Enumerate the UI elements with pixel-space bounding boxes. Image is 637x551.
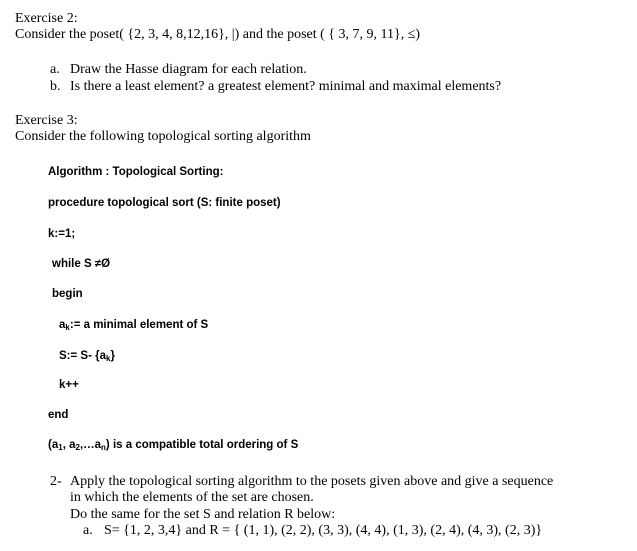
algorithm-result <box>48 438 298 452</box>
step1-subscript: k <box>65 323 70 332</box>
result-part3: ,…a <box>79 439 102 451</box>
exercise3-heading: Exercise 3: <box>15 113 78 128</box>
step2-subscript: k <box>105 354 111 363</box>
algorithm-step2 <box>59 349 115 363</box>
exercise2-intro: Consider the poset( {2, 3, 4, 8,12,16}, |) and the poset ( { 3, 7, 9, 11}, ≤) <box>15 27 421 42</box>
q2-subitem-text: S= {1, 2, 3,4} and R = { (1, 1), (2, 2), (3, 3), (4, 4), (1, 3), (2, 4), (4, 3), (2, 3)} <box>104 523 543 538</box>
algorithm-procedure: procedure topological sort (S: finite poset) <box>48 197 281 209</box>
exercise3-intro: Consider the following topological sorting algorithm <box>15 129 311 144</box>
result-part4: ) is a compatible total ordering of S <box>105 439 299 451</box>
exercise2-item-b-label: b. <box>50 79 61 94</box>
exercise2-item-a-label: a. <box>50 62 60 77</box>
algorithm-step3: k++ <box>59 379 79 391</box>
q2-label: 2- <box>50 474 62 489</box>
step2-suffix: } <box>110 350 115 362</box>
algorithm-step1 <box>59 318 208 332</box>
result-sub3: n <box>101 443 106 452</box>
algorithm-while: while S ≠Ø <box>52 258 111 270</box>
step1-prefix: a <box>59 319 66 331</box>
algorithm-end: end <box>48 409 69 421</box>
exercise2-item-b-text: Is there a least element? a greatest element? minimal and maximal elements? <box>70 79 502 94</box>
result-sub2: 2 <box>75 443 80 452</box>
result-part1: (a <box>48 439 59 451</box>
step2-prefix: S:= S- {a <box>59 350 106 362</box>
q2-line3: Do the same for the set S and relation R below: <box>70 507 336 522</box>
result-sub1: 1 <box>58 443 63 452</box>
exercise2-item-a-text: Draw the Hasse diagram for each relation. <box>70 62 307 77</box>
q2-subitem-label: a. <box>83 523 93 538</box>
q2-line1: Apply the topological sorting algorithm to the posets given above and give a sequence <box>70 474 554 489</box>
exercise2-heading: Exercise 2: <box>15 11 78 26</box>
result-part2: , a <box>62 439 76 451</box>
algorithm-title: Algorithm : Topological Sorting: <box>48 166 224 178</box>
step1-rest: := a minimal element of S <box>69 319 209 331</box>
algorithm-begin: begin <box>52 288 83 300</box>
q2-line2: in which the elements of the set are chosen. <box>70 490 314 505</box>
algorithm-init: k:=1; <box>48 228 76 240</box>
